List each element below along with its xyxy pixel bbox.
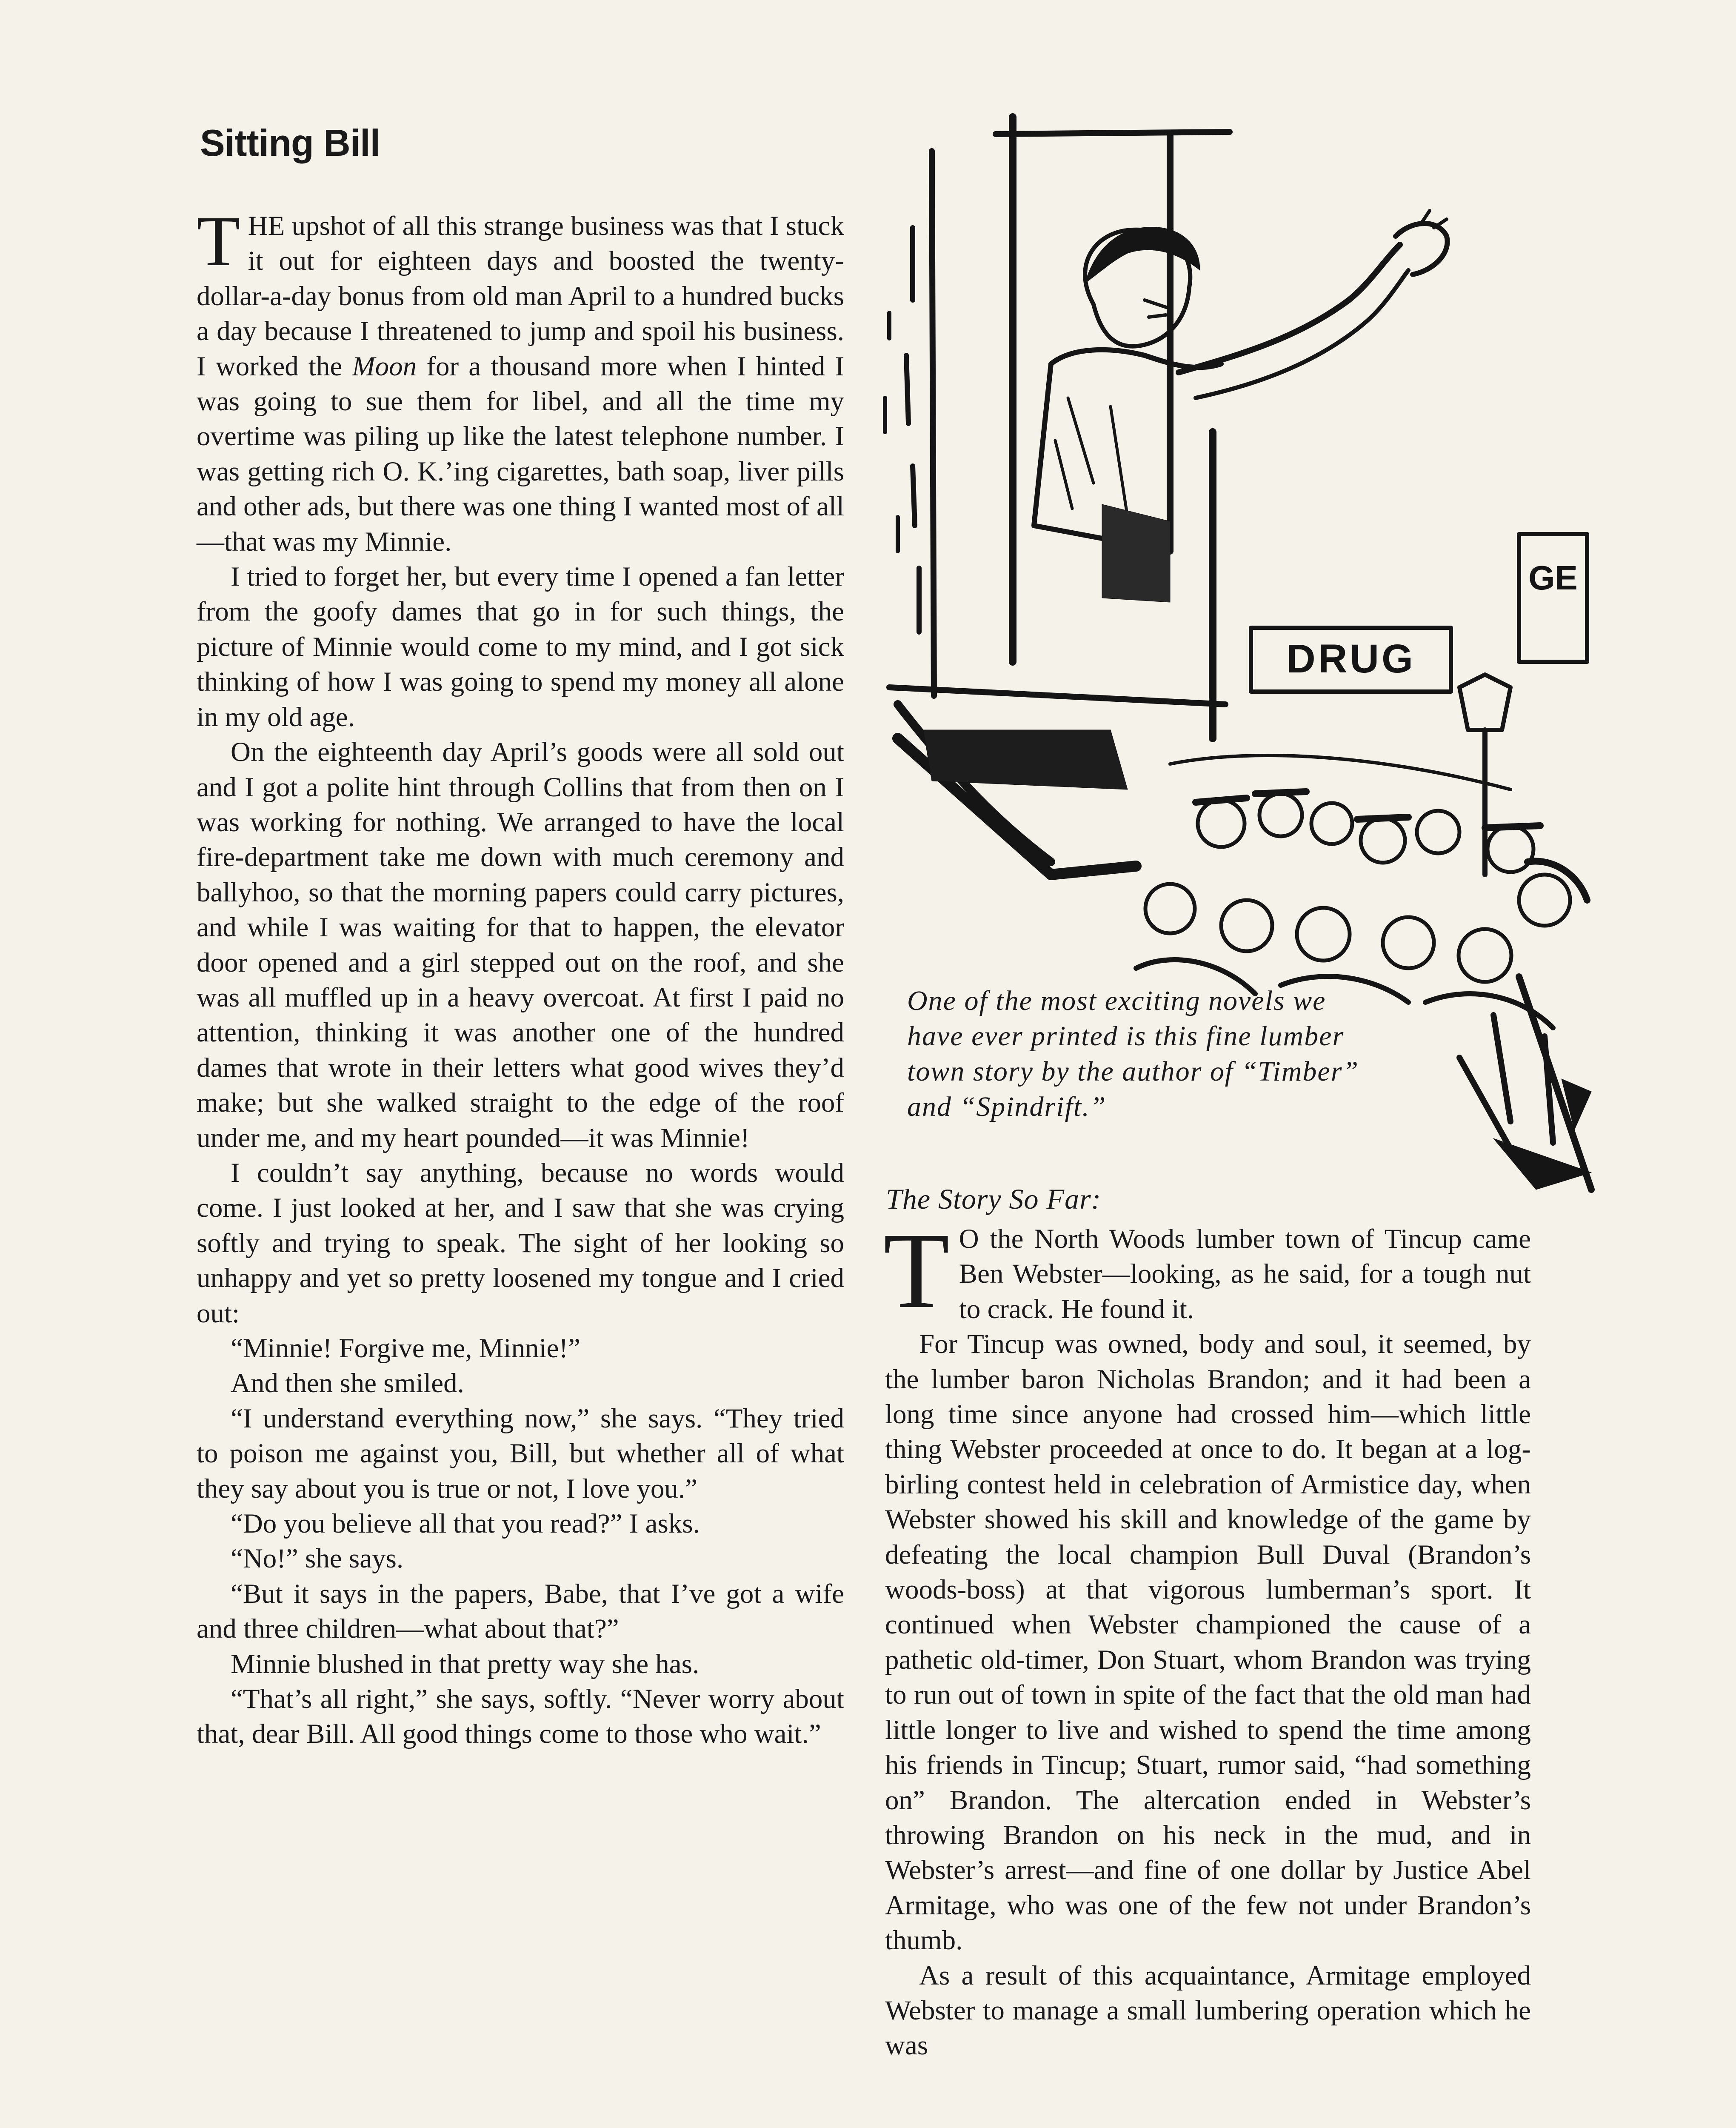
left-text-column xyxy=(197,202,844,1752)
paragraph-4: I couldn’t say anything, because no words would come. I just looked at her, and I saw that she was crying softly and trying to speak. The sight of her looking so unhappy and yet so pretty loosened my tongue and I cried out: xyxy=(197,1157,844,1329)
story-title: Sitting Bill xyxy=(200,122,380,164)
paragraph-3: On the eighteenth day April’s goods were all sold out and I got a polite hint through Collins that from then on I was working for nothing. We arranged to have the local fire-department take me down with much ceremony and ballyhoo, so that the morning papers could carry pictures, and while I was waiting for that to happen, the elevator door opened and a girl stepped out on the roof, and she was all muffled up in a heavy overcoat. At first I paid no attention, thinking it was another one of the hundred dames that wrote in their letters what good wives they’d make; but she walked straight to the edge of the roof under me, and my heart pounded—it was Minnie! xyxy=(197,737,844,1153)
synopsis-paragraph-3: As a result of this acquaintance, Armitage employed Webster to manage a small lumbering operation which he was xyxy=(885,1960,1531,2061)
paragraph-2: I tried to forget her, but every time I opened a fan letter from the goofy dames that go in for such things, the picture of Minnie would come to my mind, and I got sick thinking of how I was going to spend my money all alone in my old age. xyxy=(197,561,844,732)
paragraph-11: Minnie blushed in that pretty way she has. xyxy=(231,1648,700,1679)
drop-cap: T xyxy=(883,1211,950,1331)
paragraph-10: “But it says in the papers, Babe, that I’ve got a wife and three children—what about that?” xyxy=(197,1578,844,1645)
paragraph-5: “Minnie! Forgive me, Minnie!” xyxy=(231,1333,580,1364)
paragraph-8: “Do you believe all that you read?” I asks. xyxy=(231,1508,700,1539)
store-sign-fragment: GE xyxy=(1528,559,1578,597)
synopsis-paragraph-2: For Tincup was owned, body and soul, it seemed, by the lumber baron Nicholas Brandon; and it had been a long time since anyone had crossed him—which little thing Webster proceeded at once to do. It began at a log-birling contest held in celebration of Armistice day, when Webster showed his skill and knowledge of the game by defeating the local champion Bull Duval (Brandon’s woods-boss) at that vigorous lumberman’s sport. It continued when Webster championed the cause of a pathetic old-timer, Don Stuart, whom Brandon was trying to run out of town in spite of the fact that the old man had little longer to live and wished to spend the time among his friends in Tincup; Stuart, rumor said, “had something on” Brandon. The altercation ended in Webster’s throwing Brandon on his neck in the mud, and in Webster’s arrest—and fine of one dollar by Justice Abel Armitage, who was one of the few not under Brandon’s thumb. xyxy=(885,1329,1531,1956)
newspaper-name: Moon xyxy=(352,351,417,382)
right-text-column xyxy=(883,1211,1531,2063)
paragraph-6: And then she smiled. xyxy=(231,1368,464,1399)
story-so-far-heading: The Story So Far: xyxy=(886,1183,1102,1215)
drop-cap: T xyxy=(197,202,240,281)
synopsis-paragraph-1: T O the North Woods lumber town of Tincup came Ben Webster—looking, as he said, for a tough nut to crack. He found it. xyxy=(883,1211,1531,1331)
paragraph-12: “That’s all right,” she says, softly. “Never worry about that, dear Bill. All good things come to those who wait.” xyxy=(197,1684,844,1750)
paragraph-1: THE upshot of all this strange business was that I stuck it out for eighteen days and boosted the twenty-dollar-a-day bonus from old man April to a hundred bucks a day because I threatened to jump and spoil his business. I worked the Moon for a thousand more when I hinted I was going to sue them for libel, and all the time my overtime was piling up like the latest telephone number. I was getting rich O. K.’ing cigarettes, bath soap, liver pills and other ads, but there was one thing I wanted most of all—that was my Minnie. xyxy=(197,202,844,557)
paragraph-7: “I understand everything now,” she says. “They tried to poison me against you, Bill, but whether all of what they say about you is true or not, I love you.” xyxy=(197,1403,844,1504)
illustration-caption: One of the most exciting novels we have ever printed is this fine lumber town story by the author of “Timber” and “Spindrift.” xyxy=(907,985,1359,1122)
paragraph-9: “No!” she says. xyxy=(231,1543,404,1574)
drug-store-sign: DRUG xyxy=(1286,636,1416,681)
